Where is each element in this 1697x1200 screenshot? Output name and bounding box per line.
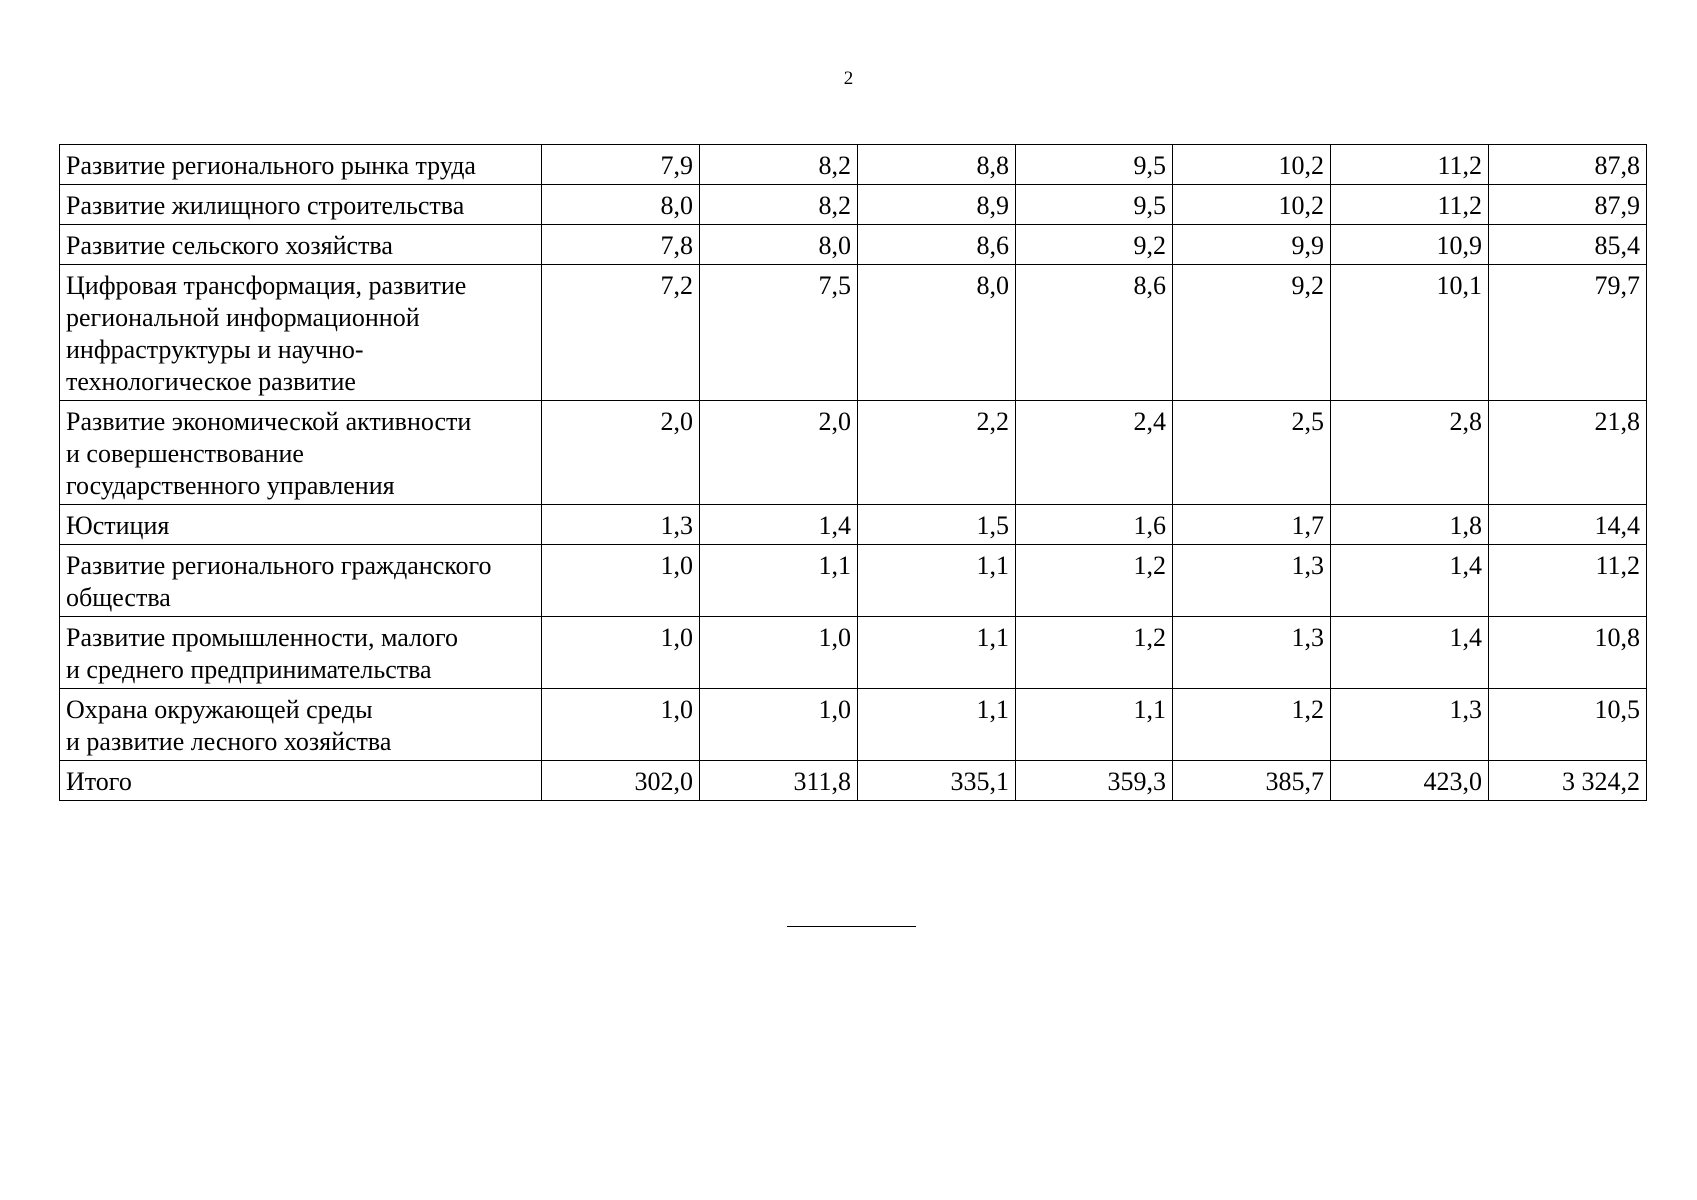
value-cell: 1,1 bbox=[858, 617, 1016, 689]
value-cell: 1,1 bbox=[858, 545, 1016, 617]
value-cell: 11,2 bbox=[1489, 545, 1647, 617]
value-cell: 87,8 bbox=[1489, 145, 1647, 185]
value-cell: 21,8 bbox=[1489, 401, 1647, 505]
value-cell: 11,2 bbox=[1331, 145, 1489, 185]
value-cell: 1,3 bbox=[1173, 545, 1331, 617]
value-cell: 1,3 bbox=[1331, 689, 1489, 761]
row-name-cell: Развитие промышленности, малого и среднего предпринимательства bbox=[60, 617, 542, 689]
value-cell: 79,7 bbox=[1489, 265, 1647, 401]
value-cell: 1,7 bbox=[1173, 505, 1331, 545]
value-cell: 8,0 bbox=[858, 265, 1016, 401]
row-name-cell: Охрана окружающей среды и развитие лесного хозяйства bbox=[60, 689, 542, 761]
value-cell: 10,2 bbox=[1173, 185, 1331, 225]
value-cell: 8,9 bbox=[858, 185, 1016, 225]
value-cell: 1,3 bbox=[1173, 617, 1331, 689]
table-row bbox=[60, 505, 1647, 545]
value-cell: 1,4 bbox=[1331, 545, 1489, 617]
budget-table bbox=[59, 144, 1647, 801]
row-name-cell: Развитие жилищного строительства bbox=[60, 185, 542, 225]
row-name-cell: Юстиция bbox=[60, 505, 542, 545]
value-cell: 359,3 bbox=[1016, 761, 1173, 801]
value-cell: 1,4 bbox=[700, 505, 858, 545]
value-cell: 10,2 bbox=[1173, 145, 1331, 185]
value-cell: 7,2 bbox=[542, 265, 700, 401]
table-row bbox=[60, 225, 1647, 265]
table-row bbox=[60, 185, 1647, 225]
row-name-cell: Цифровая трансформация, развитие региональной информационной инфраструктуры и научно- технологическое развитие bbox=[60, 265, 542, 401]
value-cell: 9,2 bbox=[1173, 265, 1331, 401]
value-cell: 8,0 bbox=[542, 185, 700, 225]
value-cell: 9,5 bbox=[1016, 185, 1173, 225]
value-cell: 335,1 bbox=[858, 761, 1016, 801]
value-cell: 1,2 bbox=[1016, 545, 1173, 617]
end-divider-line bbox=[787, 926, 916, 927]
value-cell: 7,9 bbox=[542, 145, 700, 185]
value-cell: 2,8 bbox=[1331, 401, 1489, 505]
table-row bbox=[60, 265, 1647, 401]
table-row bbox=[60, 145, 1647, 185]
value-cell: 10,9 bbox=[1331, 225, 1489, 265]
value-cell: 1,0 bbox=[542, 689, 700, 761]
value-cell: 14,4 bbox=[1489, 505, 1647, 545]
row-name-cell: Развитие экономической активности и совершенствование государственного управления bbox=[60, 401, 542, 505]
value-cell: 1,3 bbox=[542, 505, 700, 545]
value-cell: 1,0 bbox=[700, 617, 858, 689]
value-cell: 2,4 bbox=[1016, 401, 1173, 505]
value-cell: 1,5 bbox=[858, 505, 1016, 545]
value-cell: 8,6 bbox=[858, 225, 1016, 265]
row-name-cell: Развитие регионального рынка труда bbox=[60, 145, 542, 185]
value-cell: 1,6 bbox=[1016, 505, 1173, 545]
value-cell: 385,7 bbox=[1173, 761, 1331, 801]
table-row bbox=[60, 689, 1647, 761]
value-cell: 10,1 bbox=[1331, 265, 1489, 401]
value-cell: 8,2 bbox=[700, 145, 858, 185]
value-cell: 302,0 bbox=[542, 761, 700, 801]
value-cell: 423,0 bbox=[1331, 761, 1489, 801]
value-cell: 1,4 bbox=[1331, 617, 1489, 689]
value-cell: 1,2 bbox=[1173, 689, 1331, 761]
table-row bbox=[60, 617, 1647, 689]
table-row bbox=[60, 761, 1647, 801]
page-number: 2 bbox=[843, 68, 854, 89]
value-cell: 7,8 bbox=[542, 225, 700, 265]
value-cell: 2,0 bbox=[542, 401, 700, 505]
value-cell: 1,8 bbox=[1331, 505, 1489, 545]
row-name-cell: Развитие регионального гражданского общества bbox=[60, 545, 542, 617]
value-cell: 8,0 bbox=[700, 225, 858, 265]
value-cell: 9,9 bbox=[1173, 225, 1331, 265]
value-cell: 2,0 bbox=[700, 401, 858, 505]
value-cell: 1,0 bbox=[542, 617, 700, 689]
value-cell: 7,5 bbox=[700, 265, 858, 401]
value-cell: 85,4 bbox=[1489, 225, 1647, 265]
table-row bbox=[60, 545, 1647, 617]
value-cell: 8,8 bbox=[858, 145, 1016, 185]
value-cell: 2,5 bbox=[1173, 401, 1331, 505]
value-cell: 311,8 bbox=[700, 761, 858, 801]
value-cell: 8,6 bbox=[1016, 265, 1173, 401]
table-body bbox=[60, 145, 1647, 801]
value-cell: 1,0 bbox=[700, 689, 858, 761]
value-cell: 1,1 bbox=[700, 545, 858, 617]
value-cell: 10,8 bbox=[1489, 617, 1647, 689]
value-cell: 1,1 bbox=[1016, 689, 1173, 761]
value-cell: 11,2 bbox=[1331, 185, 1489, 225]
value-cell: 8,2 bbox=[700, 185, 858, 225]
table-row bbox=[60, 401, 1647, 505]
value-cell: 9,2 bbox=[1016, 225, 1173, 265]
value-cell: 1,2 bbox=[1016, 617, 1173, 689]
value-cell: 9,5 bbox=[1016, 145, 1173, 185]
value-cell: 3 324,2 bbox=[1489, 761, 1647, 801]
value-cell: 1,1 bbox=[858, 689, 1016, 761]
value-cell: 1,0 bbox=[542, 545, 700, 617]
value-cell: 10,5 bbox=[1489, 689, 1647, 761]
row-name-cell: Итого bbox=[60, 761, 542, 801]
row-name-cell: Развитие сельского хозяйства bbox=[60, 225, 542, 265]
value-cell: 2,2 bbox=[858, 401, 1016, 505]
value-cell: 87,9 bbox=[1489, 185, 1647, 225]
